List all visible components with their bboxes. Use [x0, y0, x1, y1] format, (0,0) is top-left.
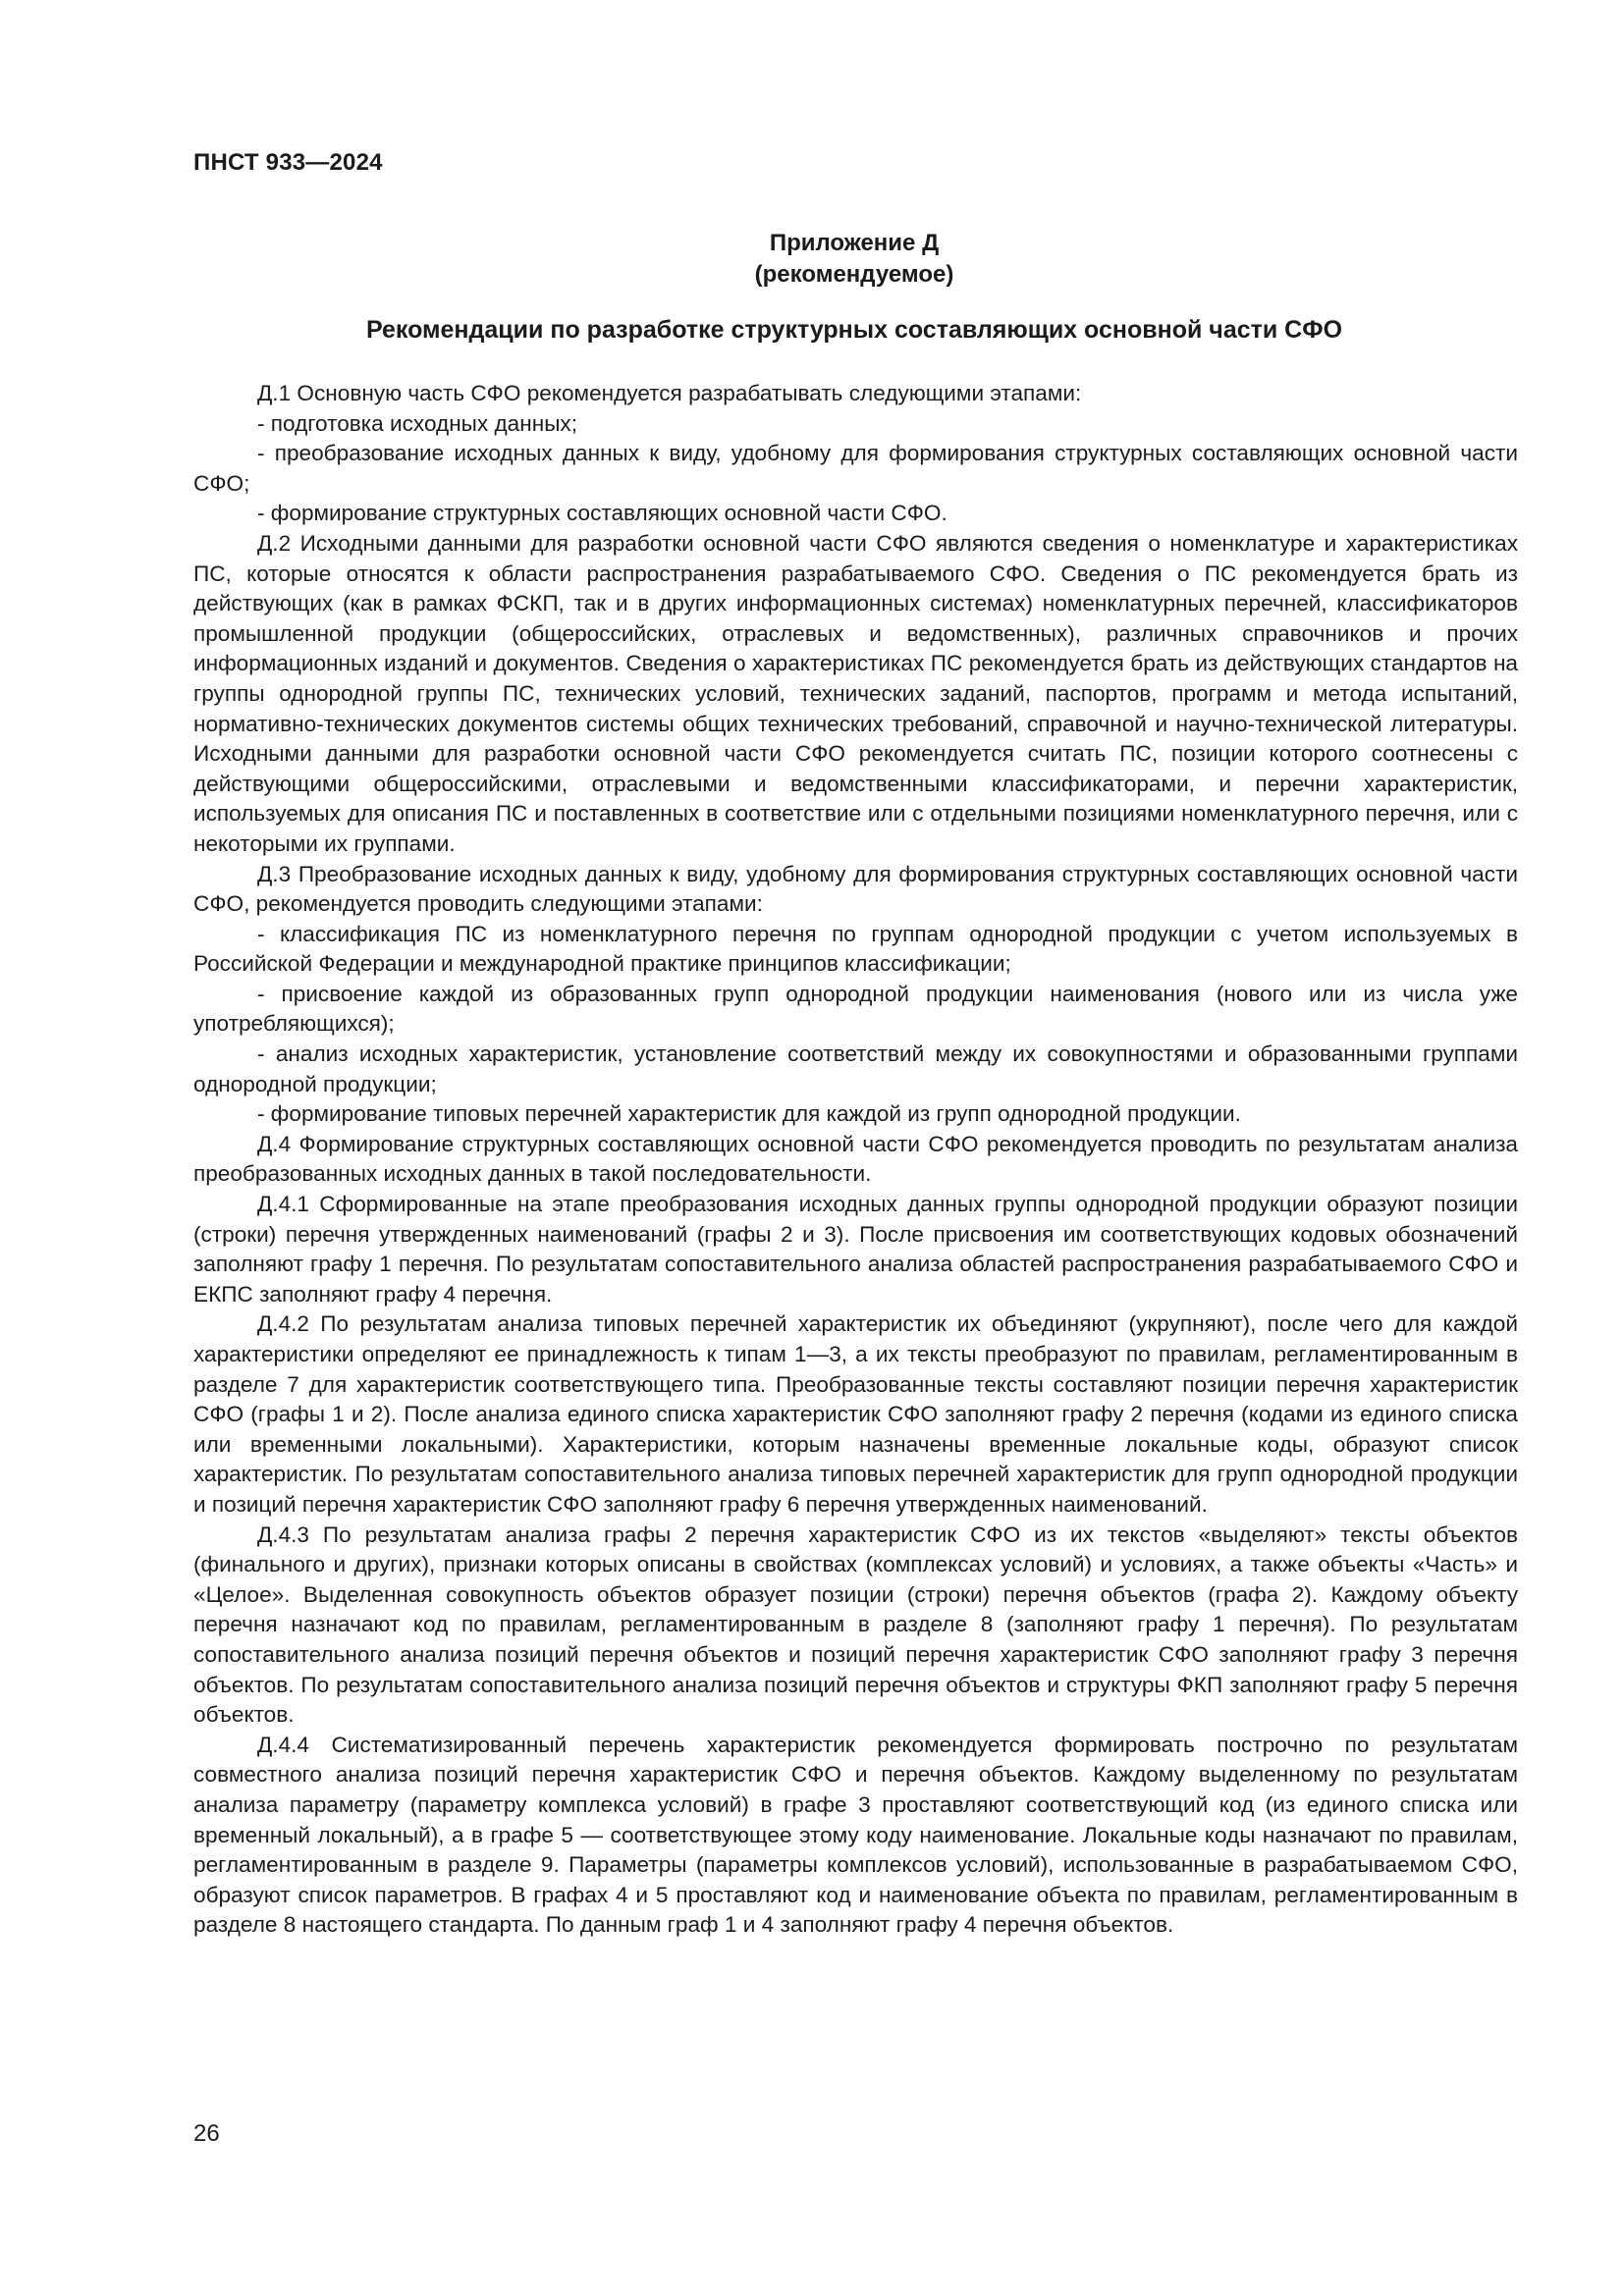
- paragraph-d1: Д.1 Основную часть СФО рекомендуется разрабатывать следующими этапами:: [257, 381, 1082, 405]
- paragraph-d2: Д.2 Исходными данными для разработки основной части СФО являются сведения о номенклатуре и характеристиках ПС, которые относятся к области распространения разрабатываемого СФО. Сведения о ПС рекомендуется брать из действующих (как в рамках ФСКП, так и в других информационных системах) номенклатурных перечней, классификаторов промышленной продукции (общероссийских, отраслевых и ведомственных), различных справочников и прочих информационных изданий и документов. Сведения о характеристиках ПС рекомендуется брать из действующих стандартов на группы однородной группы ПС, технических условий, технических заданий, паспортов, программ и метода испытаний, нормативно-технических документов системы общих технических требований, справочной и научно-технической литературы. Исходными данными для разработки основной части СФО рекомендуется считать ПС, позиции которого соотнесены с действующими общероссийскими, отраслевыми и ведомственными классификаторами, и перечни характеристик, используемых для описания ПС и поставленных в соответствие или с отдельными позициями номенклатурного перечня, или с некоторыми их группами.: [193, 530, 1518, 856]
- appendix-subtitle: (рекомендуемое): [754, 261, 954, 288]
- list-item: - преобразование исходных данных к виду, удобному для формирования структурных составляющих основной части СФО;: [193, 441, 1518, 496]
- paragraph-d4-3: Д.4.3 По результатам анализа графы 2 перечня характеристик СФО из их текстов «выделяют» тексты объектов (финального и других), признаки которых описаны в свойствах (комплексах условий) и условиях, а также объекты «Часть» и «Целое». Выделенная совокупность объектов образует позиции (строки) перечня объектов (графа 2). Каждому объекту перечня назначают код по правилам, регламентированным в разделе 8 (заполняют графу 1 перечня). По результатам сопоставительного анализа позиций перечня объектов и позиций перечня характеристик СФО заполняют графу 3 перечня объектов. По результатам сопоставительного анализа позиций перечня объектов и структуры ФКП заполняют графу 5 перечня объектов.: [193, 1522, 1518, 1728]
- page-number: 26: [193, 2120, 220, 2147]
- paragraph-d4-1: Д.4.1 Сформированные на этапе преобразования исходных данных группы однородной продукции образуют позиции (строки) перечня утвержденных наименований (графы 2 и 3). После присвоения им соответствующих кодовых обозначений заполняют графу 1 перечня. По результатам сопоставительного анализа областей распространения разрабатываемого СФО и ЕКПС заполняют графу 4 перечня.: [193, 1192, 1518, 1307]
- list-item: - формирование структурных составляющих основной части СФО.: [257, 501, 947, 526]
- list-item: - подготовка исходных данных;: [257, 410, 578, 436]
- list-item: - формирование типовых перечней характеристик для каждой из групп однородной продукции.: [257, 1101, 1241, 1127]
- appendix-title: Приложение Д: [769, 230, 940, 256]
- list-item: - анализ исходных характеристик, установление соответствий между их совокупностями и образованными группами однородной продукции;: [193, 1041, 1518, 1096]
- paragraph-d3: Д.3 Преобразование исходных данных к виду, удобному для формирования структурных составляющих основной части СФО, рекомендуется проводить следующими этапами:: [193, 861, 1518, 917]
- section-title: Рекомендации по разработке структурных составляющих основной части СФО: [365, 316, 1343, 344]
- document-code: ПНСТ 933—2024: [193, 149, 383, 176]
- list-item: - присвоение каждой из образованных групп однородной продукции наименования (нового или из числа уже употребляющихся);: [193, 981, 1518, 1037]
- paragraph-d4-4: Д.4.4 Систематизированный перечень характеристик рекомендуется формировать построчно по результатам совместного анализа позиций перечня характеристик СФО и перечня объектов. Каждому выделенному по результатам анализа параметру (параметру комплекса условий) в графе 3 проставляют соответствующий код (из единого списка или временный локальный), а в графе 5 — соответствующее этому коду наименование. Локальные коды назначают по правилам, регламентированным в разделе 9. Параметры (параметры комплексов условий), использованные в разрабатываемом СФО, образуют список параметров. В графах 4 и 5 проставляют код и наименование объекта по правилам, регламентированным в разделе 8 настоящего стандарта. По данным граф 1 и 4 заполняют графу 4 перечня объектов.: [193, 1732, 1518, 1938]
- appendix-heading: [193, 228, 1515, 291]
- list-item: - классификация ПС из номенклатурного перечня по группам однородной продукции с учетом используемых в Российской Федерации и международной практике принципов классификации;: [193, 921, 1518, 977]
- body-text: [193, 379, 1518, 1941]
- paragraph-d4-2: Д.4.2 По результатам анализа типовых перечней характеристик их объединяют (укрупняют), после чего для каждой характеристики определяют ее принадлежность к типам 1—3, а их тексты преобразуют по правилам, регламентированным в разделе 7 для характеристик соответствующего типа. Преобразованные тексты составляют позиции перечня характеристик СФО (графы 1 и 2). После анализа единого списка характеристик СФО заполняют графу 2 перечня (кодами из единого списка или временными локальными). Характеристики, которым назначены временные локальные коды, образуют список характеристик. По результатам сопоставительного анализа типовых перечней характеристик для групп однородной продукции и позиций перечня характеристик СФО заполняют графу 6 перечня утвержденных наименований.: [193, 1311, 1518, 1517]
- paragraph-d4: Д.4 Формирование структурных составляющих основной части СФО рекомендуется проводить по результатам анализа преобразованных исходных данных в такой последовательности.: [193, 1131, 1518, 1187]
